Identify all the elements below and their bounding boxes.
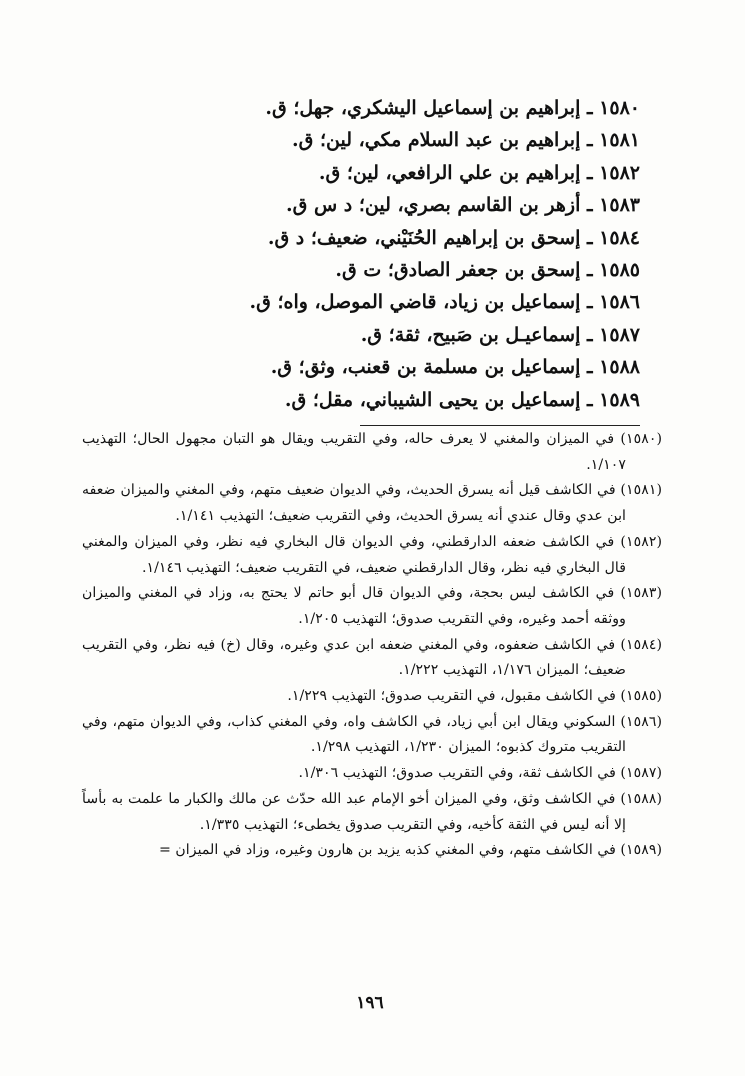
footnotes <box>82 427 662 864</box>
entry-1585: ١٥٨٥ ـ إسحق بن جعفر الصادق؛ ت ق. <box>335 258 640 281</box>
entry-1583: ١٥٨٣ ـ أزهر بن القاسم بصري، لين؛ د س ق. <box>286 194 640 217</box>
footnote-1584: (١٥٨٤) في الكاشف ضعفوه، وفي المغني ضعفه ابن عدي وغيره، وقال (خ) فيه نظر، وفي التقريب ضعيف؛ الميزان ١/١٧٦، التهذيب ١/٢٢٢. <box>82 636 662 679</box>
footnote-1588: (١٥٨٨) في الكاشف وثق، وفي الميزان أخو الإمام عبد الله حدّث عن مالك والكبار ما علمت به بأساً إلا أنه ليس في الثقة كأخيه، وفي التقريب صدوق يخطىء؛ التهذيب ١/٣٣٥. <box>82 790 662 833</box>
entry-1587: ١٥٨٧ ـ إسماعيـل بن صَبيح، ثقة؛ ق. <box>360 323 640 346</box>
page-number: ١٩٦ <box>356 993 384 1013</box>
entry-1581: ١٥٨١ ـ إبراهيم بن عبد السلام مكي، لين؛ ق. <box>292 129 640 152</box>
footnote-1587: (١٥٨٧) في الكاشف ثقة، وفي التقريب صدوق؛ التهذيب ١/٣٠٦. <box>298 765 662 782</box>
entry-1582: ١٥٨٢ ـ إبراهيم بن علي الرافعي، لين؛ ق. <box>318 161 640 184</box>
entry-1586: ١٥٨٦ ـ إسماعيل بن زياد، قاضي الموصل، واه؛ ق. <box>249 291 640 314</box>
entry-1589: ١٥٨٩ ـ إسماعيل بن يحيى الشيباني، مقل؛ ق. <box>284 388 640 411</box>
entry-list <box>200 92 640 416</box>
entry-1580: ١٥٨٠ ـ إبراهيم بن إسماعيل اليشكري، جهل؛ ق. <box>265 97 640 119</box>
entry-1588: ١٥٨٨ ـ إسماعيل بن مسلمة بن قعنب، وثق؛ ق. <box>270 356 640 379</box>
footnote-1585: (١٥٨٥) في الكاشف مقبول، في التقريب صدوق؛ التهذيب ١/٢٢٩. <box>287 688 662 705</box>
footnote-1583: (١٥٨٣) في الكاشف ليس بحجة، وفي الديوان قال أبو حاتم لا يحتج به، وزاد في المغني والميزان ووثقه أحمد وغيره، وفي التقريب صدوق؛ التهذيب ١/٢٠٥. <box>82 585 662 627</box>
footnote-1581: (١٥٨١) في الكاشف قيل أنه يسرق الحديث، وفي الديوان ضعيف متهم، وفي المغني والميزان ضعفه ابن عدي وقال عندي أنه يسرق الحديث، وفي التقريب ضعيف؛ التهذيب ١/١٤١. <box>82 482 662 525</box>
footnote-1582: (١٥٨٢) في الكاشف ضعفه الدارقطني، وفي الديوان قال البخاري فيه نظر، وفي الميزان والمغني قال البخاري فيه نظر، وقال الدارقطني ضعيف، في التقريب ضعيف؛ التهذيب ١/١٤٦. <box>82 533 662 576</box>
footnote-1580: (١٥٨٠) في الميزان والمغني لا يعرف حاله، وفي التقريب ويقال هو التبان مجهول الحال؛ التهذيب ١/١٠٧. <box>82 431 662 473</box>
footnote-1589: (١٥٨٩) في الكاشف متهم، وفي المغني كذبه يزيد بن هارون وغيره، وزاد في الميزان = <box>158 842 662 859</box>
footnote-separator <box>360 425 640 426</box>
entry-1584: ١٥٨٤ ـ إسحق بن إبراهيم الحُنَيْني، ضعيف؛ د ق. <box>267 226 640 249</box>
footnote-1586: (١٥٨٦) السكوني ويقال ابن أبي زياد، في الكاشف واه، وفي المغني كذاب، وفي الديوان متهم، وفي التقريب متروك كذبوه؛ الميزان ١/٢٣٠، التهذيب ١/٢٩٨. <box>82 713 662 756</box>
